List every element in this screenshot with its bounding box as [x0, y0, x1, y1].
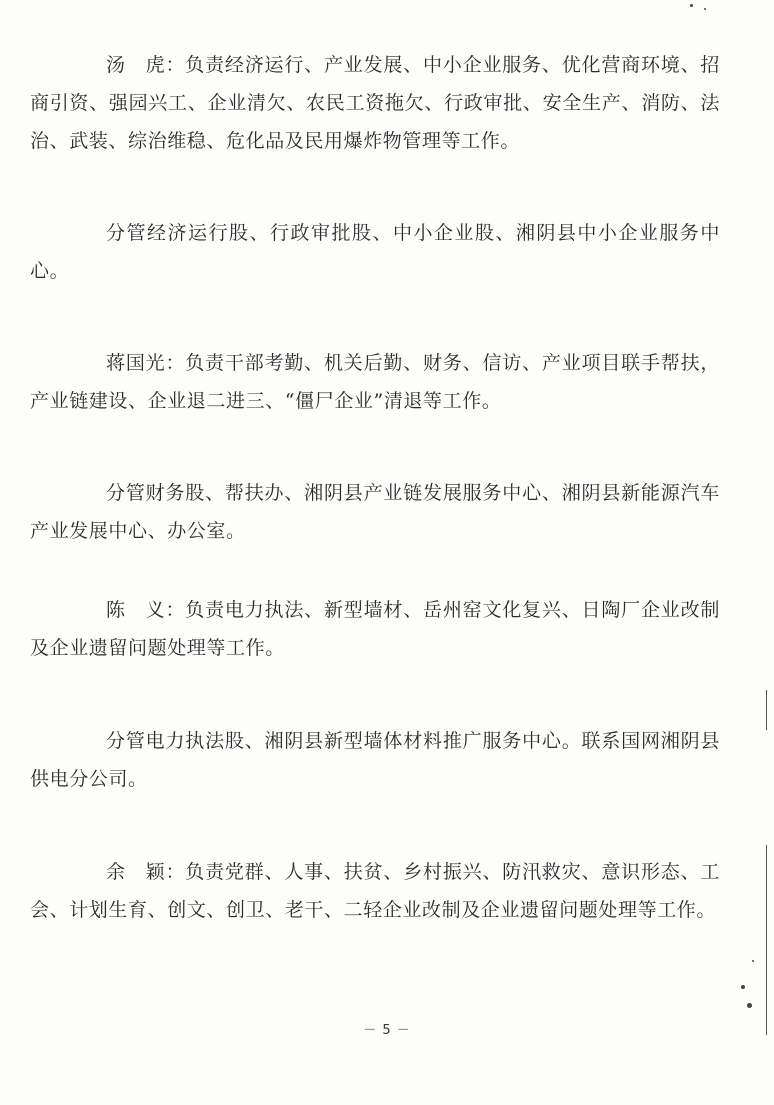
scan-speck [704, 8, 706, 10]
paragraph-yu-ying-duties: 余 颖：负责党群、人事、扶贫、乡村振兴、防汛救灾、意识形态、工会、计划生育、创文、创卫、老干、二轻企业改制及企业遗留问题处理等工作。 [30, 861, 720, 921]
scan-edge-line [766, 690, 767, 730]
paragraph-jiang-guoguang-duties: 蒋国光：负责干部考勤、机关后勤、财务、信访、产业项目联手帮扶，产业链建设、企业退二进三、“僵尸企业”清退等工作。 [30, 352, 720, 412]
scan-speck [747, 1003, 752, 1008]
page-number: － 5 － [363, 1023, 411, 1038]
paragraph-tang-hu-departments: 分管经济运行股、行政审批股、中小企业股、湘阴县中小企业服务中心。 [30, 222, 720, 282]
scan-edge-line [766, 845, 767, 1035]
scan-speck [741, 985, 745, 989]
paragraph-chen-yi-departments: 分管电力执法股、湘阴县新型墙体材料推广服务中心。联系国网湘阴县供电分公司。 [30, 730, 720, 790]
paragraph-jiang-guoguang-departments: 分管财务股、帮扶办、湘阴县产业链发展服务中心、湘阴县新能源汽车产业发展中心、办公室。 [30, 482, 720, 542]
paragraph-chen-yi-duties: 陈 义：负责电力执法、新型墙材、岳州窑文化复兴、日陶厂企业改制及企业遗留问题处理等工作。 [30, 599, 720, 659]
paragraph-tang-hu-duties: 汤 虎：负责经济运行、产业发展、中小企业服务、优化营商环境、招商引资、强园兴工、企业清欠、农民工资拖欠、行政审批、安全生产、消防、法治、武装、综治维稳、危化品及民用爆炸物管理等工作。 [30, 54, 720, 152]
scan-speck [690, 4, 693, 7]
scan-speck [752, 960, 754, 962]
